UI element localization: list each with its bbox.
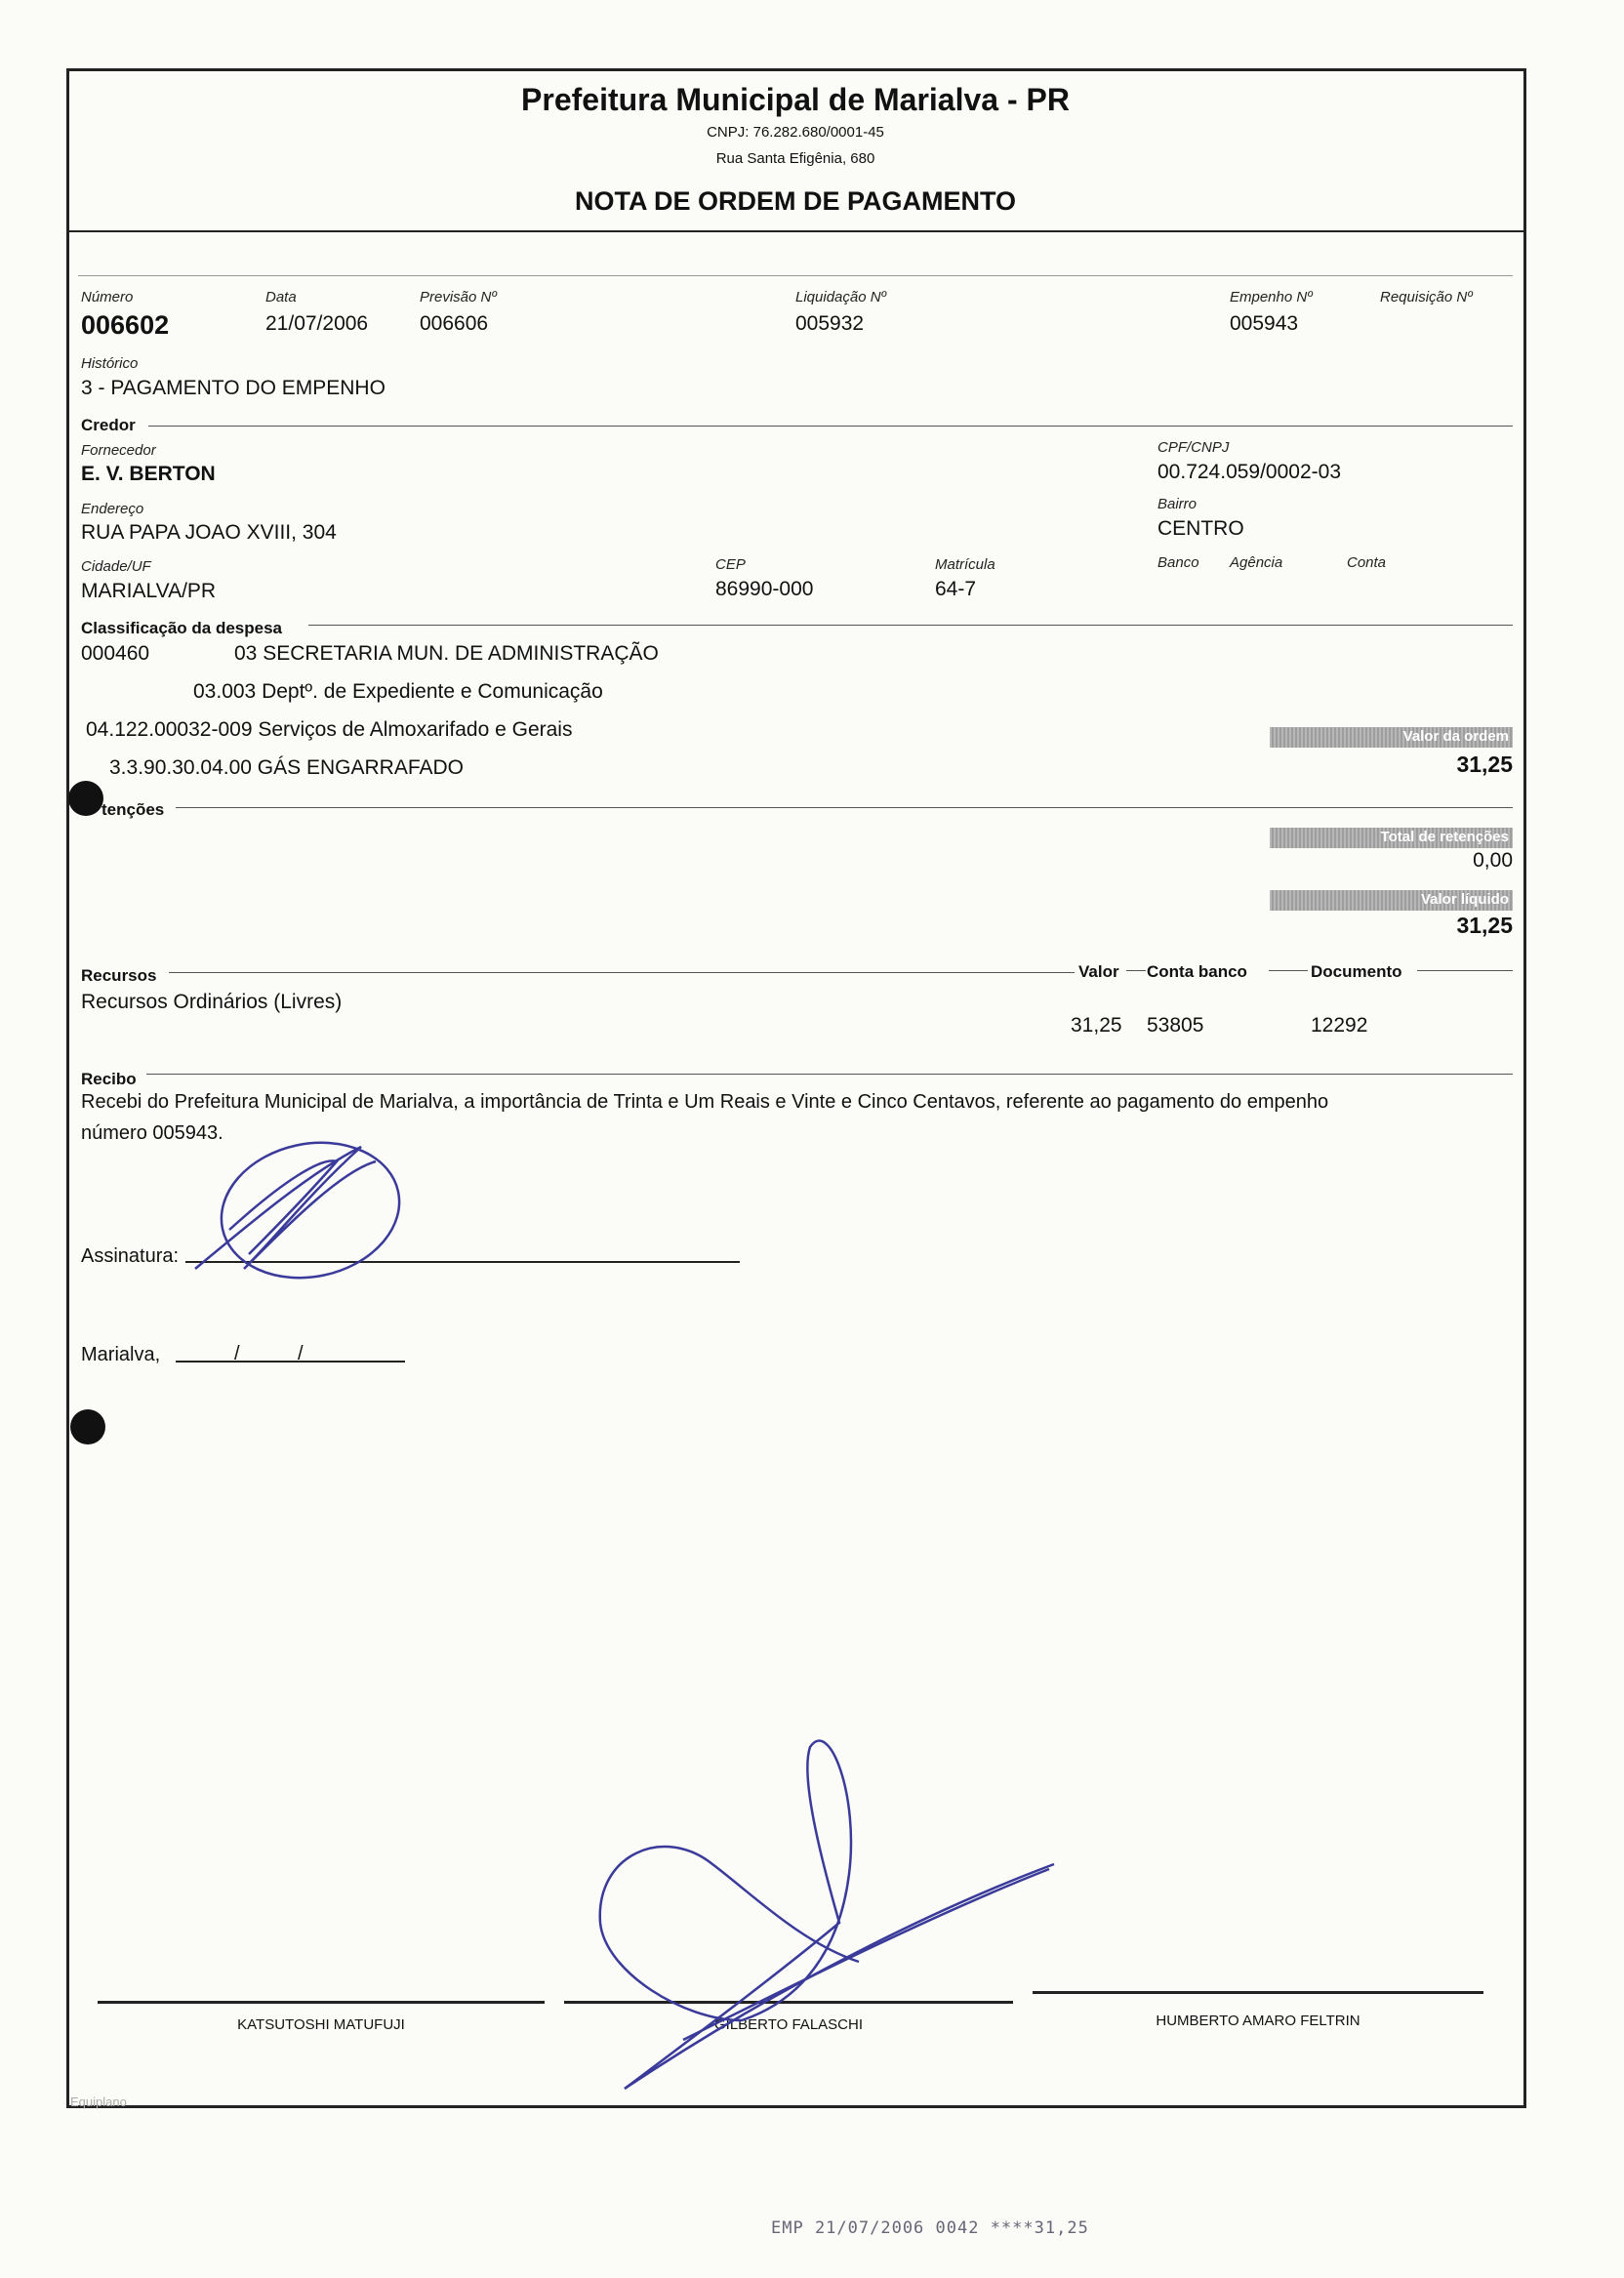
page-title: Prefeitura Municipal de Marialva - PR: [521, 82, 1070, 117]
recursos-valor: 31,25: [1071, 1014, 1122, 1037]
credor-section-title: Credor: [81, 416, 136, 434]
liquidacao-label: Liquidação Nº: [795, 289, 887, 305]
data-value: 21/07/2006: [265, 312, 369, 335]
fornecedor-value: E. V. BERTON: [81, 463, 216, 485]
cidade-value: MARIALVA/PR: [81, 580, 217, 602]
total-retencoes-label: Total de retenções: [1380, 829, 1509, 845]
cpf-value: 00.724.059/0002-03: [1157, 461, 1342, 483]
cep-label: CEP: [715, 556, 746, 573]
local-label: Marialva,: [81, 1344, 161, 1365]
fornecedor-label: Fornecedor: [81, 442, 156, 459]
numero-value: 006602: [81, 310, 170, 340]
valor-liquido-label: Valor líquido: [1420, 891, 1509, 908]
matricula-label: Matrícula: [935, 556, 995, 573]
classificacao-section-title: Classificação da despesa: [81, 619, 283, 637]
assinatura-label: Assinatura:: [81, 1245, 180, 1267]
valor-ordem-label: Valor da ordem: [1402, 728, 1509, 745]
previsao-label: Previsão Nº: [420, 289, 497, 305]
date-sep-2: /: [298, 1343, 304, 1364]
recursos-conta-label: Conta banco: [1147, 962, 1247, 981]
numero-label: Número: [81, 289, 134, 305]
endereco-label: Endereço: [81, 501, 144, 517]
bairro-label: Bairro: [1157, 496, 1198, 512]
recursos-documento: 12292: [1311, 1014, 1368, 1037]
recibo-text-2: número 005943.: [81, 1122, 223, 1144]
recibo-text-1: Recebi do Prefeitura Municipal de Marialva, a importância de Trinta e Um Reais e Vinte e Cinco Centavos, referente ao pagamento do empenho: [81, 1091, 1329, 1113]
signatory-3: HUMBERTO AMARO FELTRIN: [1156, 2013, 1360, 2029]
historico-label: Histórico: [81, 355, 139, 372]
cpf-label: CPF/CNPJ: [1157, 439, 1230, 456]
liquidacao-value: 005932: [795, 312, 865, 335]
recursos-conta: 53805: [1147, 1014, 1204, 1037]
endereco-value: RUA PAPA JOAO XVIII, 304: [81, 521, 337, 544]
requisicao-label: Requisição Nº: [1380, 289, 1473, 305]
empenho-value: 005943: [1230, 312, 1299, 335]
recursos-documento-label: Documento: [1311, 962, 1402, 981]
recursos-valor-label: Valor: [1078, 962, 1119, 981]
conta-label: Conta: [1347, 554, 1387, 571]
historico-value: 3 - PAGAMENTO DO EMPENHO: [81, 377, 386, 399]
valor-ordem-value: 31,25: [1456, 752, 1513, 777]
date-sep-1: /: [234, 1343, 240, 1364]
address-text: Rua Santa Efigênia, 680: [715, 150, 875, 167]
previsao-value: 006606: [420, 312, 489, 335]
cidade-label: Cidade/UF: [81, 558, 151, 575]
data-label: Data: [265, 289, 297, 305]
total-retencoes-value: 0,00: [1473, 849, 1513, 872]
signatory-1: KATSUTOSHI MATUFUJI: [237, 2016, 405, 2033]
agencia-label: Agência: [1230, 554, 1283, 571]
signatory-2: GILBERTO FALASCHI: [714, 2016, 863, 2033]
classificacao-line4: 3.3.90.30.04.00 GÁS ENGARRAFADO: [109, 756, 465, 779]
cep-value: 86990-000: [715, 578, 814, 600]
recursos-section-title: Recursos: [81, 966, 157, 985]
document-title: NOTA DE ORDEM DE PAGAMENTO: [574, 186, 1016, 216]
cnpj-text: CNPJ: 76.282.680/0001-45: [707, 124, 884, 141]
brand-mark: Equiplano: [70, 2095, 127, 2109]
footer-stamp: EMP 21/07/2006 0042 ****31,25: [771, 2218, 1089, 2238]
empenho-label: Empenho Nº: [1230, 289, 1313, 305]
bairro-value: CENTRO: [1157, 517, 1244, 540]
valor-liquido-value: 31,25: [1456, 913, 1513, 938]
classificacao-line2: 03.003 Deptº. de Expediente e Comunicação: [193, 680, 603, 703]
classificacao-line3: 04.122.00032-009 Serviços de Almoxarifado e Gerais: [86, 718, 573, 741]
retencoes-section-title: tenções: [102, 800, 165, 819]
classificacao-code: 000460: [81, 642, 150, 665]
matricula-value: 64-7: [935, 578, 977, 600]
recursos-nome: Recursos Ordinários (Livres): [81, 991, 343, 1013]
classificacao-line1: 03 SECRETARIA MUN. DE ADMINISTRAÇÃO: [234, 642, 659, 665]
recibo-section-title: Recibo: [81, 1070, 137, 1088]
banco-label: Banco: [1157, 554, 1199, 571]
